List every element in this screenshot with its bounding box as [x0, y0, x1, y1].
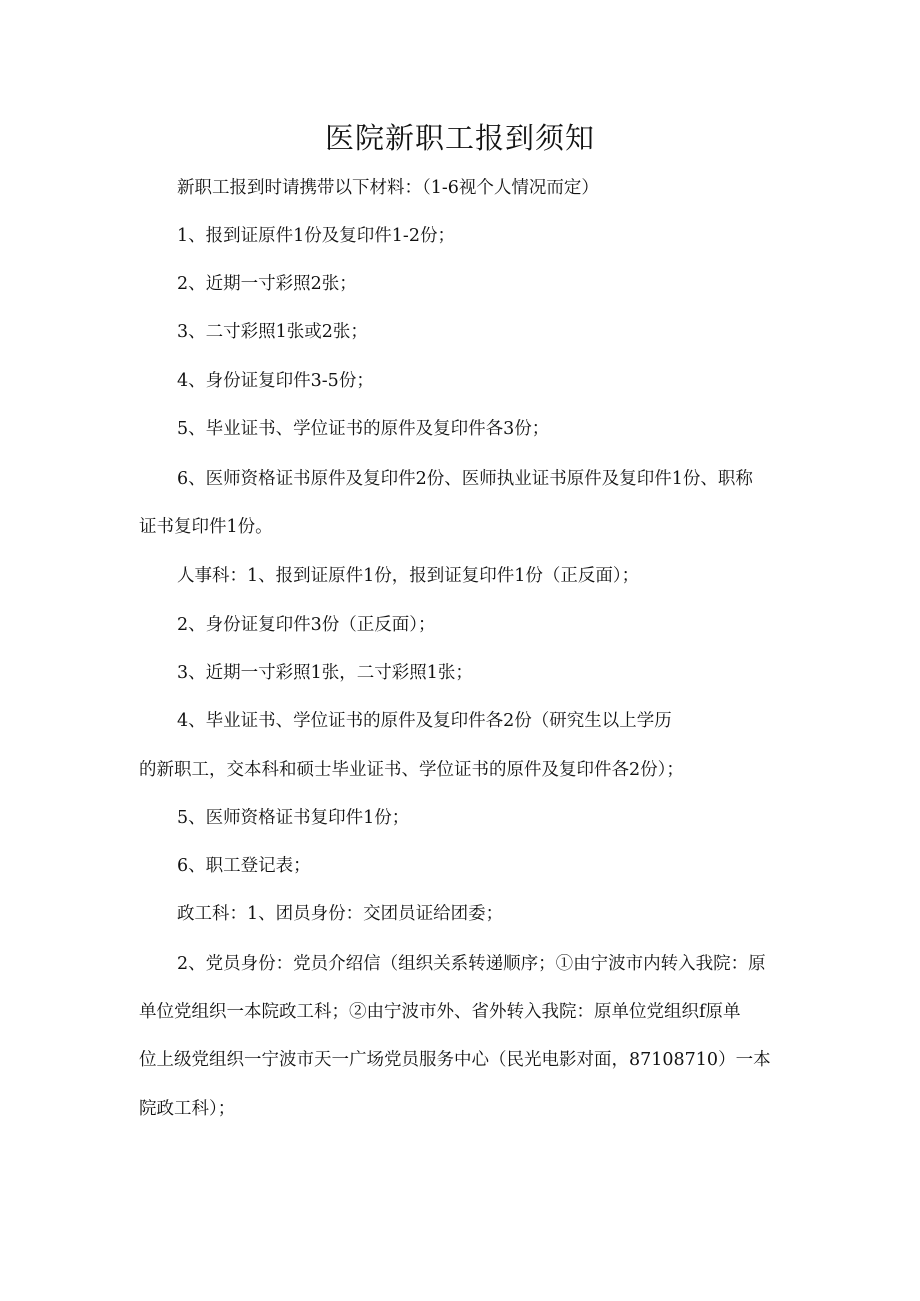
list-item: 4、身份证复印件3-5份；: [177, 371, 374, 391]
list-item: 6、医师资格证书原件及复印件2份、医师执业证书原件及复印件1份、职称: [177, 469, 753, 489]
list-item-continuation: 位上级党组织一宁波市天一广场党员服务中心（民光电影对面，87108710）一本: [139, 1050, 771, 1070]
list-item-continuation: 院政工科）；: [139, 1099, 236, 1119]
list-item: 2、近期一寸彩照2张；: [177, 274, 357, 294]
personnel-section-line: 人事科：1、报到证原件1份，报到证复印件1份（正反面）；: [177, 566, 640, 586]
list-item: 3、近期一寸彩照1张，二寸彩照1张；: [177, 663, 473, 683]
document-title: 医院新职工报到须知: [324, 121, 595, 155]
list-item-continuation: 单位党组织一本院政工科；②由宁波市外、省外转入我院：原单位党组织f原单: [139, 1002, 741, 1022]
intro-line: 新职工报到时请携带以下材料：（1-6视个人情况而定）: [177, 178, 599, 198]
list-item-continuation: 证书复印件1份。: [139, 517, 273, 537]
list-item: 3、二寸彩照1张或2张；: [177, 322, 368, 342]
list-item: 5、医师资格证书复印件1份；: [177, 808, 410, 828]
list-item: 5、毕业证书、学位证书的原件及复印件各3份；: [177, 419, 550, 439]
list-item: 2、党员身份：党员介绍信（组织关系转递顺序；①由宁波市内转入我院：原: [177, 954, 766, 974]
list-item-continuation: 的新职工，交本科和硕士毕业证书、学位证书的原件及复印件各2份）；: [139, 760, 684, 780]
list-item: 4、毕业证书、学位证书的原件及复印件各2份（研究生以上学历: [177, 711, 672, 731]
list-item: 6、职工登记表；: [177, 856, 311, 876]
political-section-line: 政工科：1、团员身份：交团员证给团委；: [177, 904, 504, 924]
list-item: 2、身份证复印件3份（正反面）；: [177, 615, 436, 635]
list-item: 1、报到证原件1份及复印件1-2份；: [177, 226, 455, 246]
